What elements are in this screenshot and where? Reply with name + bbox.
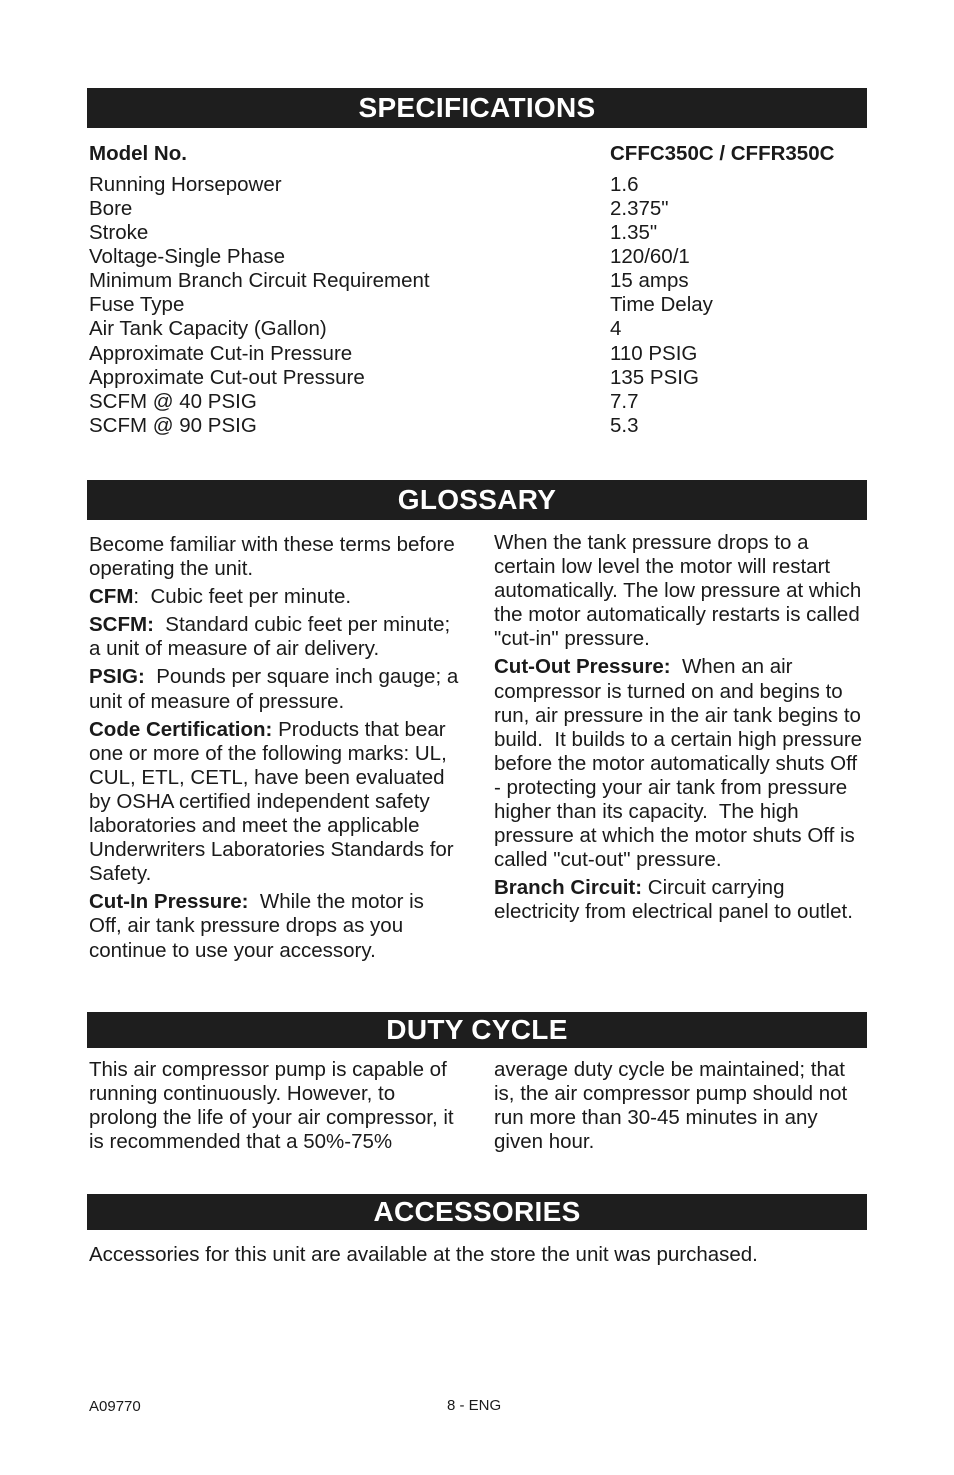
spec-value: 4 bbox=[610, 317, 622, 340]
accessories-text: Accessories for this unit are available at the store the unit was purchased. bbox=[89, 1243, 758, 1266]
glossary-cut-in-continued: When the tank pressure drops to a certain low level the motor will restart automatically. The low pressure at which the motor automatically restarts is called "cut-in" pressure. bbox=[494, 531, 862, 651]
glossary-term: Cut-Out Pressure: bbox=[494, 655, 671, 679]
spec-label: Approximate Cut-out Pressure bbox=[89, 366, 365, 389]
document-code: A09770 bbox=[89, 1398, 141, 1415]
glossary-term: Code Certification: bbox=[89, 717, 273, 741]
glossary-definition: Products that bear one or more of the following marks: UL, CUL, ETL, CETL, have been evaluated by OSHA certified independent safety laboratories and meet the applicable Underwriters Laboratories Standards for Safety. bbox=[89, 717, 460, 886]
glossary-definition: While the motor is Off, air tank pressure drops as you continue to use your accessory. bbox=[89, 890, 430, 962]
specifications-heading: SPECIFICATIONS bbox=[87, 88, 867, 128]
spec-label: SCFM @ 40 PSIG bbox=[89, 390, 257, 413]
spec-label: Fuse Type bbox=[89, 293, 185, 316]
spec-value: 1.6 bbox=[610, 173, 639, 196]
spec-value: 120/60/1 bbox=[610, 245, 690, 268]
glossary-definition: When an air compressor is turned on and begins to run, air pressure in the air tank begins to build. It builds to a certain high pressure before the motor automatically shuts Off - protecting your air tank from pressure higher than its capacity. The high pressure at which the motor shuts Off is called "cut-out" pressure. bbox=[494, 655, 868, 872]
glossary-entry-cfm bbox=[89, 585, 461, 609]
glossary-term: Cut-In Pressure: bbox=[89, 890, 249, 914]
glossary-right-column bbox=[494, 531, 869, 929]
glossary-intro: Become familiar with these terms before operating the unit. bbox=[89, 533, 455, 581]
glossary-left-column bbox=[89, 533, 464, 967]
glossary-term-sep: : bbox=[133, 585, 140, 609]
glossary-definition: Circuit carrying electricity from electrical panel to outlet. bbox=[494, 876, 853, 924]
glossary-entry-branch-circuit bbox=[494, 876, 869, 924]
spec-value: 1.35" bbox=[610, 221, 658, 244]
glossary-entry-cut-out bbox=[494, 655, 869, 872]
spec-label: Air Tank Capacity (Gallon) bbox=[89, 317, 327, 340]
glossary-definition: Standard cubic feet per minute; a unit of measure of air delivery. bbox=[89, 613, 456, 661]
glossary-term: PSIG: bbox=[89, 665, 145, 689]
spec-value: 135 PSIG bbox=[610, 366, 699, 389]
spec-label: Running Horsepower bbox=[89, 173, 282, 196]
glossary-term: SCFM: bbox=[89, 613, 154, 637]
glossary-heading: GLOSSARY bbox=[87, 480, 867, 520]
page-number: 8 - ENG bbox=[447, 1397, 502, 1414]
spec-value: Time Delay bbox=[610, 293, 713, 316]
spec-label: Bore bbox=[89, 197, 133, 220]
glossary-definition: Cubic feet per minute. bbox=[139, 585, 352, 609]
spec-label: Approximate Cut-in Pressure bbox=[89, 342, 353, 365]
glossary-entry-code-certification bbox=[89, 718, 461, 887]
spec-header-value: CFFC350C / CFFR350C bbox=[610, 142, 835, 165]
duty-cycle-right-text: average duty cycle be maintained; that is, the air compressor pump should not run more than 30-45 minutes in any given hour. bbox=[494, 1058, 848, 1154]
glossary-entry-scfm bbox=[89, 613, 461, 661]
spec-header-label: Model No. bbox=[89, 142, 187, 165]
spec-value: 5.3 bbox=[610, 414, 639, 437]
glossary-term: CFM bbox=[89, 585, 134, 609]
spec-label: Minimum Branch Circuit Requirement bbox=[89, 269, 430, 292]
duty-cycle-heading: DUTY CYCLE bbox=[87, 1012, 867, 1048]
glossary-term: Branch Circuit: bbox=[494, 876, 643, 900]
glossary-entry-psig bbox=[89, 665, 464, 713]
spec-value: 7.7 bbox=[610, 390, 639, 413]
spec-value: 2.375" bbox=[610, 197, 669, 220]
duty-cycle-left-text: This air compressor pump is capable of running continuously. However, to prolong the life of your air compressor, it is recommended that a 50%-75% bbox=[89, 1058, 454, 1154]
spec-label: Voltage-Single Phase bbox=[89, 245, 286, 268]
spec-label: Stroke bbox=[89, 221, 149, 244]
glossary-entry-cut-in bbox=[89, 890, 461, 962]
spec-value: 15 amps bbox=[610, 269, 689, 292]
accessories-heading: ACCESSORIES bbox=[87, 1194, 867, 1230]
spec-label: SCFM @ 90 PSIG bbox=[89, 414, 257, 437]
glossary-definition: Pounds per square inch gauge; a unit of measure of pressure. bbox=[89, 665, 464, 713]
spec-value: 110 PSIG bbox=[610, 342, 698, 365]
